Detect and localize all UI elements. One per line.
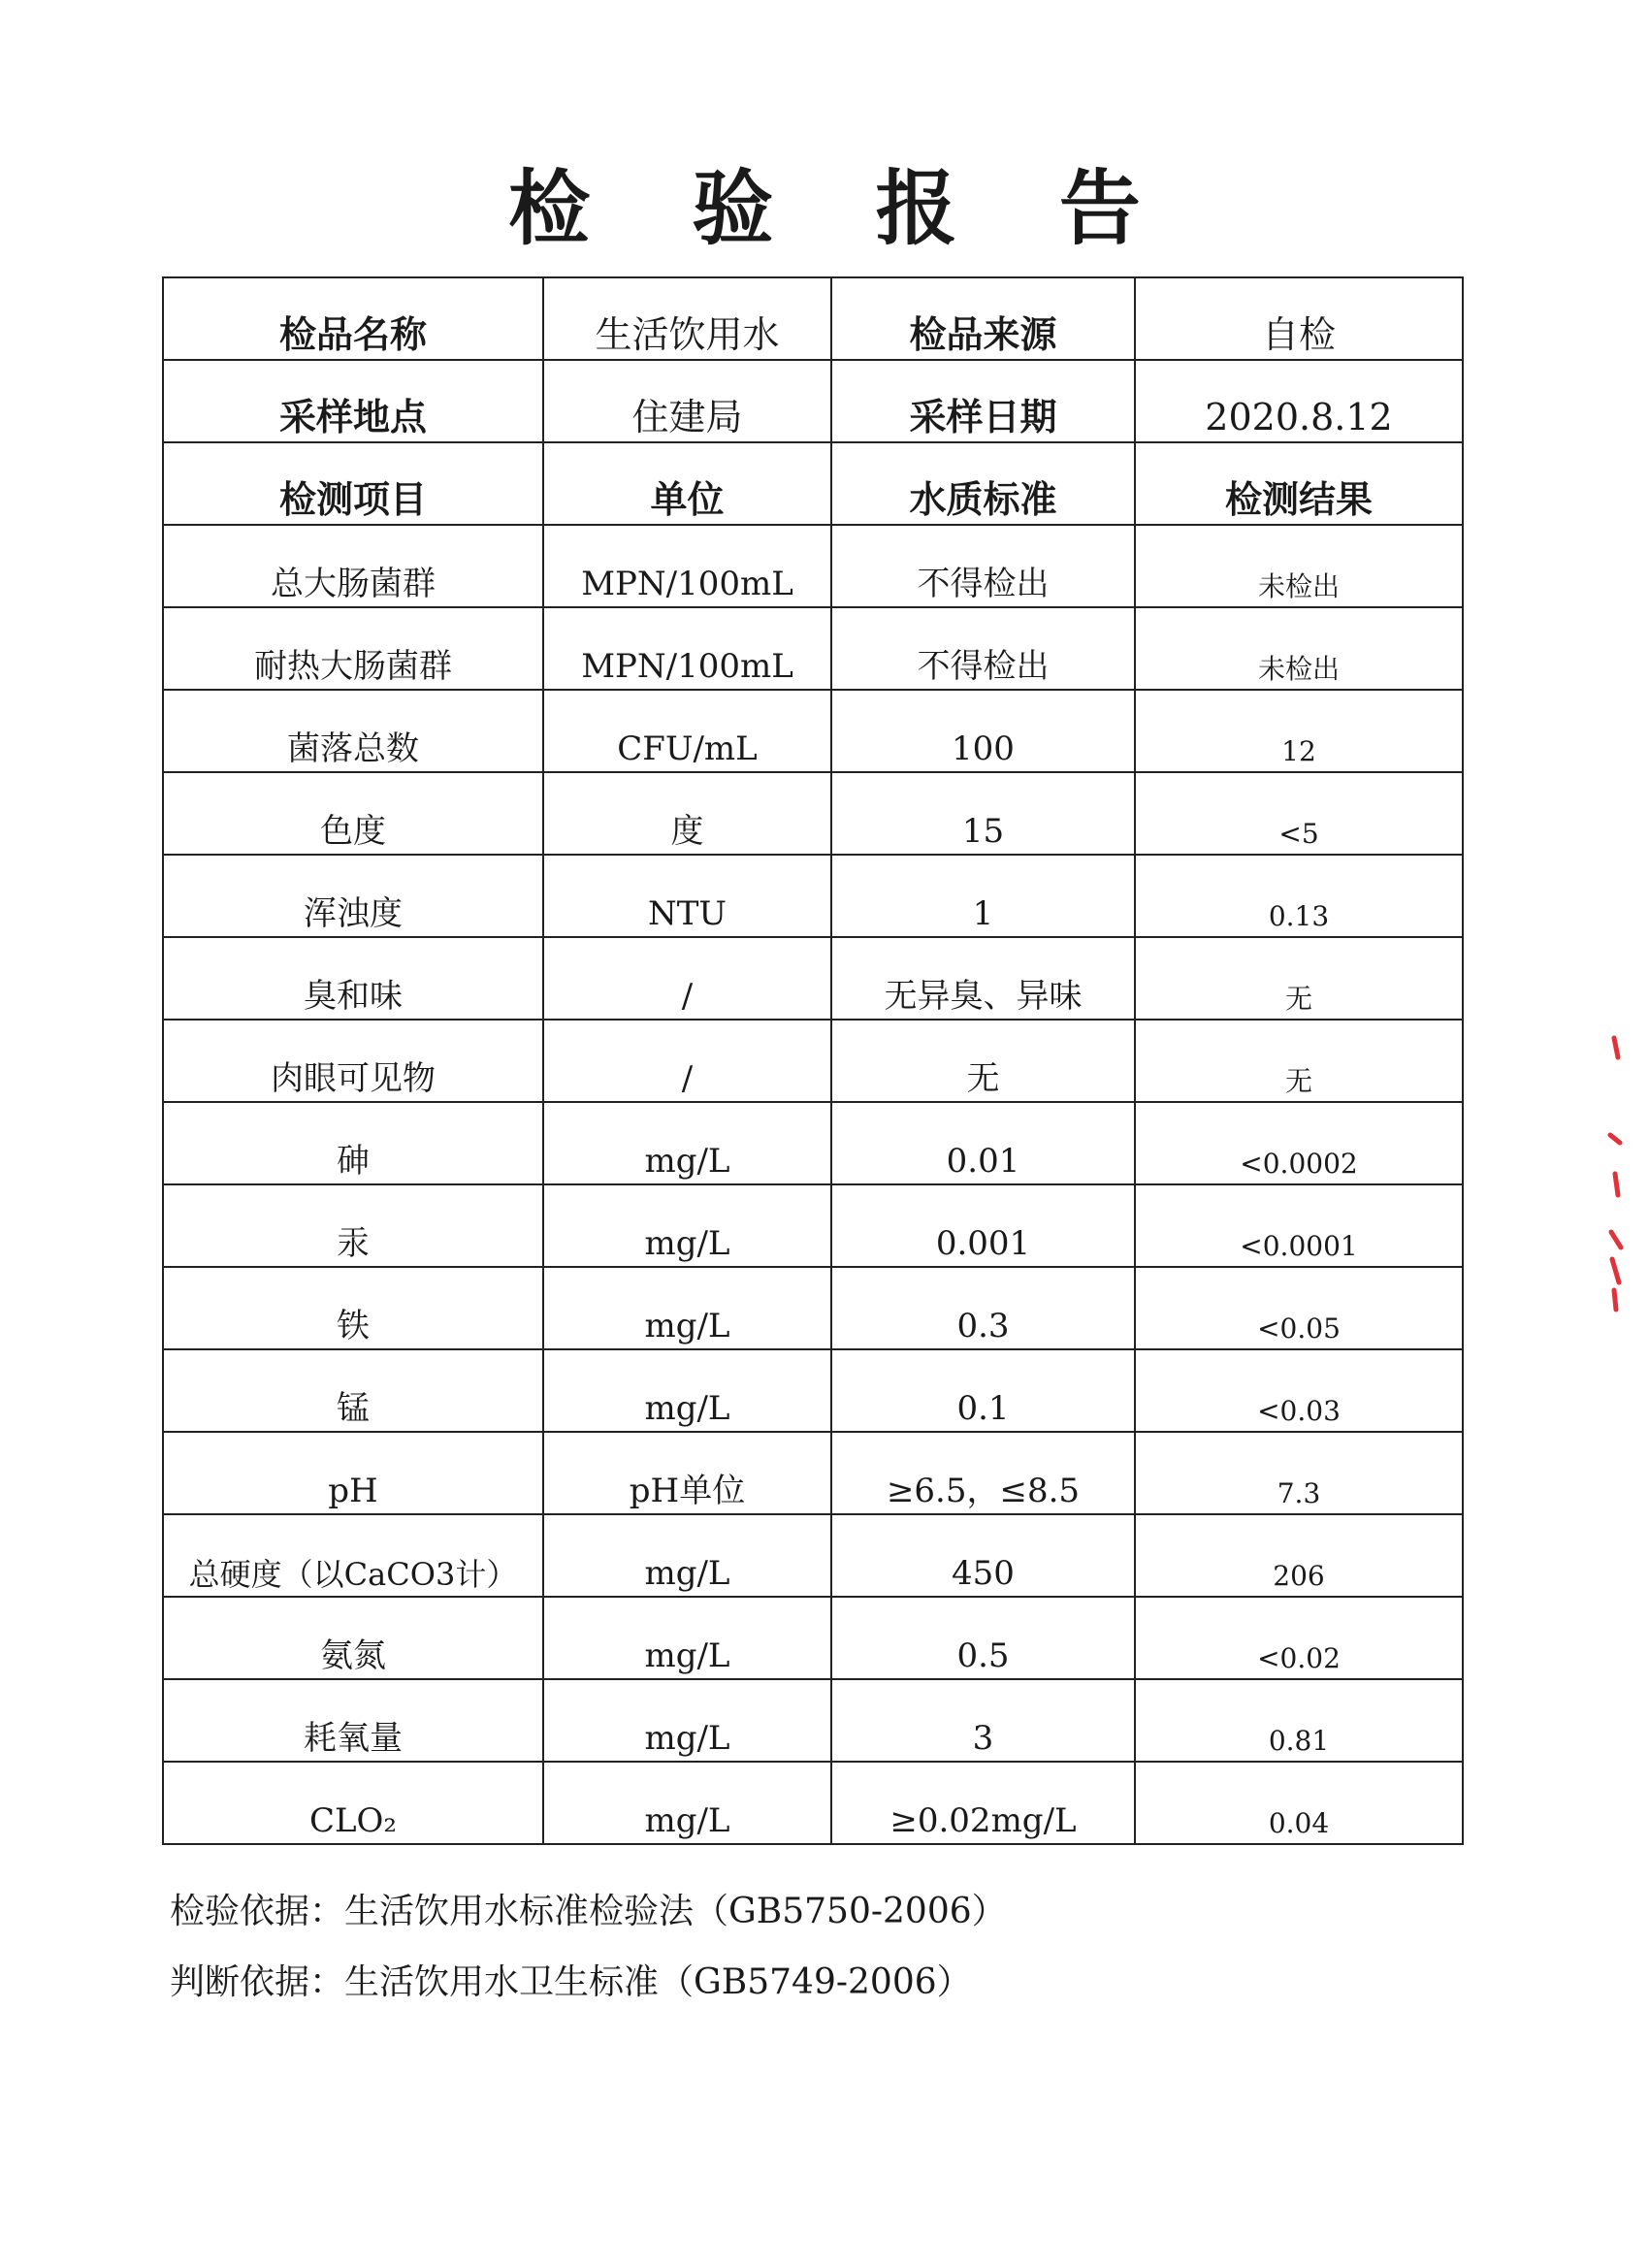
- table-row: [163, 1102, 1463, 1184]
- stamp-edge-icon: [1606, 1028, 1624, 1319]
- unit-cell: pH单位: [543, 1432, 831, 1514]
- result-cell: 无: [1135, 937, 1463, 1020]
- unit-cell: mg/L: [543, 1679, 831, 1762]
- result-cell: <0.0001: [1135, 1184, 1463, 1267]
- result-cell: 7.3: [1135, 1432, 1463, 1514]
- judgment-basis-label: 判断依据：: [170, 1962, 345, 2002]
- item-cell: 氨氮: [163, 1597, 543, 1679]
- sampling-site-label: 采样地点: [163, 360, 543, 442]
- column-header-row: [163, 442, 1463, 525]
- table-row: [163, 1432, 1463, 1514]
- sample-source-label: 检品来源: [831, 277, 1135, 360]
- result-cell: 未检出: [1135, 525, 1463, 607]
- item-cell: 总硬度（以CaCO3计）: [163, 1514, 543, 1597]
- result-cell: <0.02: [1135, 1597, 1463, 1679]
- standard-cell: 0.1: [831, 1349, 1135, 1432]
- result-cell: 0.13: [1135, 855, 1463, 937]
- result-cell: 12: [1135, 690, 1463, 772]
- unit-cell: 度: [543, 772, 831, 855]
- item-cell: 菌落总数: [163, 690, 543, 772]
- unit-cell: mg/L: [543, 1267, 831, 1349]
- column-header-result: 检测结果: [1135, 442, 1463, 525]
- result-cell: 0.04: [1135, 1762, 1463, 1844]
- sampling-site-value: 住建局: [543, 360, 831, 442]
- inspection-report-table: [162, 276, 1464, 1845]
- table-row: [163, 1762, 1463, 1844]
- item-cell: 汞: [163, 1184, 543, 1267]
- table-row: [163, 1267, 1463, 1349]
- sampling-date-label: 采样日期: [831, 360, 1135, 442]
- judgment-basis: [170, 1955, 972, 2004]
- item-cell: 耗氧量: [163, 1679, 543, 1762]
- item-cell: 臭和味: [163, 937, 543, 1020]
- result-cell: 0.81: [1135, 1679, 1463, 1762]
- result-cell: <5: [1135, 772, 1463, 855]
- unit-cell: MPN/100mL: [543, 525, 831, 607]
- standard-cell: 0.001: [831, 1184, 1135, 1267]
- table-row: [163, 772, 1463, 855]
- item-cell: 锰: [163, 1349, 543, 1432]
- item-cell: 总大肠菌群: [163, 525, 543, 607]
- unit-cell: mg/L: [543, 1184, 831, 1267]
- standard-cell: 0.01: [831, 1102, 1135, 1184]
- standard-cell: 15: [831, 772, 1135, 855]
- table-row: [163, 1349, 1463, 1432]
- item-cell: 铁: [163, 1267, 543, 1349]
- unit-cell: mg/L: [543, 1349, 831, 1432]
- unit-cell: NTU: [543, 855, 831, 937]
- inspection-basis-label: 检验依据：: [170, 1892, 345, 1931]
- sample-source-value: 自检: [1135, 277, 1463, 360]
- result-cell: <0.05: [1135, 1267, 1463, 1349]
- unit-cell: /: [543, 937, 831, 1020]
- info-row-sample: [163, 277, 1463, 360]
- standard-cell: 0.3: [831, 1267, 1135, 1349]
- table-row: [163, 1184, 1463, 1267]
- unit-cell: CFU/mL: [543, 690, 831, 772]
- item-cell: 色度: [163, 772, 543, 855]
- item-cell: 浑浊度: [163, 855, 543, 937]
- item-cell: 肉眼可见物: [163, 1020, 543, 1102]
- judgment-basis-text: 生活饮用水卫生标准（GB5749-2006）: [344, 1962, 972, 2002]
- item-cell: pH: [163, 1432, 543, 1514]
- result-cell: 无: [1135, 1020, 1463, 1102]
- table-row: [163, 937, 1463, 1020]
- standard-cell: ≥6.5，≤8.5: [831, 1432, 1135, 1514]
- standard-cell: 不得检出: [831, 607, 1135, 690]
- standard-cell: 100: [831, 690, 1135, 772]
- table-row: [163, 1679, 1463, 1762]
- inspection-basis: [170, 1884, 1007, 1933]
- column-header-item: 检测项目: [163, 442, 543, 525]
- standard-cell: 0.5: [831, 1597, 1135, 1679]
- unit-cell: mg/L: [543, 1102, 831, 1184]
- table-row: [163, 1597, 1463, 1679]
- unit-cell: MPN/100mL: [543, 607, 831, 690]
- standard-cell: ≥0.02mg/L: [831, 1762, 1135, 1844]
- unit-cell: /: [543, 1020, 831, 1102]
- result-cell: 未检出: [1135, 607, 1463, 690]
- result-cell: 206: [1135, 1514, 1463, 1597]
- table-row: [163, 855, 1463, 937]
- page-title: 检 验 报 告: [508, 161, 1178, 256]
- table-row: [163, 1514, 1463, 1597]
- sample-name-value: 生活饮用水: [543, 277, 831, 360]
- item-cell: 砷: [163, 1102, 543, 1184]
- info-row-sampling: [163, 360, 1463, 442]
- unit-cell: mg/L: [543, 1514, 831, 1597]
- table-row: [163, 1020, 1463, 1102]
- item-cell: CLO₂: [163, 1762, 543, 1844]
- standard-cell: 无异臭、异味: [831, 937, 1135, 1020]
- column-header-standard: 水质标准: [831, 442, 1135, 525]
- table-row: [163, 525, 1463, 607]
- table-row: [163, 607, 1463, 690]
- table-row: [163, 690, 1463, 772]
- standard-cell: 无: [831, 1020, 1135, 1102]
- column-header-unit: 单位: [543, 442, 831, 525]
- result-cell: <0.03: [1135, 1349, 1463, 1432]
- unit-cell: mg/L: [543, 1597, 831, 1679]
- standard-cell: 3: [831, 1679, 1135, 1762]
- standard-cell: 1: [831, 855, 1135, 937]
- standard-cell: 不得检出: [831, 525, 1135, 607]
- result-cell: <0.0002: [1135, 1102, 1463, 1184]
- standard-cell: 450: [831, 1514, 1135, 1597]
- unit-cell: mg/L: [543, 1762, 831, 1844]
- sample-name-label: 检品名称: [163, 277, 543, 360]
- inspection-basis-text: 生活饮用水标准检验法（GB5750-2006）: [344, 1892, 1007, 1931]
- sampling-date-value: 2020.8.12: [1135, 360, 1463, 442]
- item-cell: 耐热大肠菌群: [163, 607, 543, 690]
